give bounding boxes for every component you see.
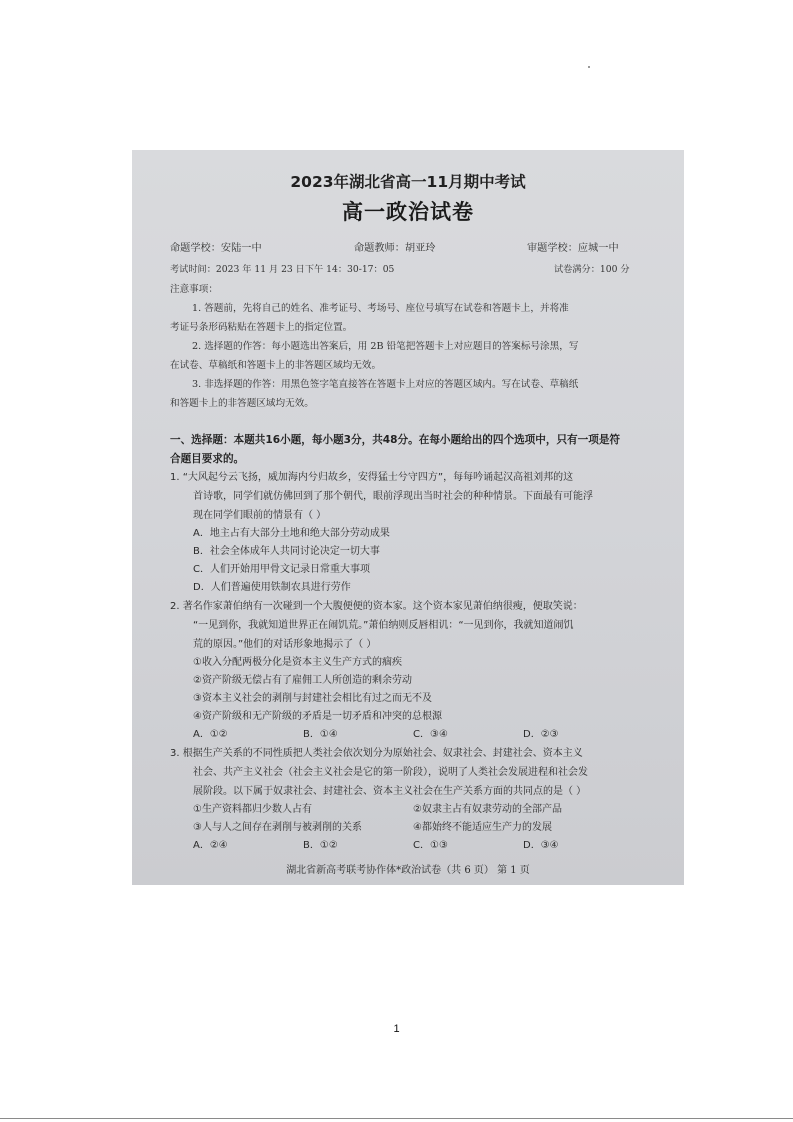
question-3-answer: A．②④: [193, 840, 228, 851]
note-line: 3. 非选择题的作答：用黑色签字笔直接答在答题卡上对应的答题区域内。写在试卷、草稿纸: [192, 379, 579, 390]
setter-school: 命题学校：安陆一中: [170, 243, 262, 254]
question-1-option: C．人们开始用甲骨文记录日常重大事项: [193, 564, 370, 575]
exam-subtitle: 高一政治试卷: [342, 200, 474, 224]
question-2-answer: A．①②: [193, 729, 228, 740]
question-3-answer: B．①②: [303, 840, 338, 851]
question-2-item: ③资本主义社会的剥削与封建社会相比有过之而无不及: [193, 693, 432, 704]
scan-speck: [588, 66, 590, 68]
question-2-item: ④资产阶级和无产阶级的矛盾是一切矛盾和冲突的总根源: [193, 711, 442, 722]
question-2-stem: 荒的原因。”他们的对话形象地揭示了（ ）: [193, 639, 377, 650]
page-number: 1: [393, 1023, 400, 1035]
note-line: 1. 答题前，先将自己的姓名、准考证号、考场号、座位号填写在试卷和答题卡上，并将准: [192, 303, 569, 314]
question-1-option: A．地主占有大部分土地和绝大部分劳动成果: [193, 528, 390, 539]
question-3-stem: 3. 根据生产关系的不同性质把人类社会依次划分为原始社会、奴隶社会、封建社会、资本主义: [170, 748, 583, 759]
page-footer: 湖北省新高考联考协作体*政治试卷（共 6 页） 第 1 页: [286, 865, 530, 876]
divider: [0, 1118, 793, 1119]
setter-teacher: 命题教师：胡亚玲: [354, 243, 436, 254]
question-3-answer: D．③④: [523, 840, 559, 851]
scanned-exam-page: [132, 150, 684, 885]
question-3-item: ④都始终不能适应生产力的发展: [413, 822, 552, 833]
question-1-option: D．人们普遍使用铁制农具进行劳作: [193, 582, 351, 593]
full-score: 试卷满分：100 分: [554, 264, 630, 275]
question-3-stem: 社会、共产主义社会（社会主义社会是它的第一阶段），说明了人类社会发展进程和社会发: [193, 767, 588, 778]
note-line: 考证号条形码粘贴在答题卡上的指定位置。: [170, 322, 353, 333]
question-2-item: ②资产阶级无偿占有了雇佣工人所创造的剩余劳动: [193, 675, 412, 686]
question-3-stem: 展阶段。以下属于奴隶社会、封建社会、资本主义社会在生产关系方面的共同点的是（ ）: [193, 786, 587, 797]
note-line: 2. 选择题的作答：每小题选出答案后，用 2B 铅笔把答题卡上对应题目的答案标号涂黑，写: [192, 341, 579, 352]
question-1-option: B．社会全体成年人共同讨论决定一切大事: [193, 546, 380, 557]
exam-time: 考试时间：2023 年 11 月 23 日下午 14：30-17：05: [170, 264, 395, 275]
section-heading: 合题目要求的。: [170, 453, 245, 465]
note-line: 在试卷、草稿纸和答题卡上的非答题区域均无效。: [170, 360, 382, 371]
exam-title: 2023年湖北省高一11月期中考试: [290, 173, 526, 191]
question-3-item: ③人与人之间存在剥削与被剥削的关系: [193, 822, 362, 833]
question-2-answer: C．③④: [413, 729, 448, 740]
question-1-stem: 现在同学们眼前的情景有（ ）: [193, 510, 327, 521]
review-school: 审题学校：应城一中: [527, 243, 619, 254]
question-3-answer: C．①③: [413, 840, 448, 851]
note-line: 和答题卡上的非答题区域均无效。: [170, 398, 314, 409]
question-2-stem: “一见到你，我就知道世界正在闹饥荒。”萧伯纳则反唇相讥：“一见到你，我就知道闹饥: [193, 620, 574, 631]
question-1-stem: 1. “大风起兮云飞扬，威加海内兮归故乡，安得猛士兮守四方”，每每吟诵起汉高祖刘邦的这: [170, 472, 574, 483]
question-2-answer: B．①④: [303, 729, 338, 740]
question-2-stem: 2. 著名作家萧伯纳有一次碰到一个大腹便便的资本家。这个资本家见萧伯纳很瘦，便取笑说：: [170, 601, 583, 612]
section-heading: 一、选择题：本题共16小题，每小题3分，共48分。在每小题给出的四个选项中，只有一项是符: [170, 434, 621, 446]
question-1-stem: 首诗歌，同学们就仿佛回到了那个朝代，眼前浮现出当时社会的种种情景。下面最有可能浮: [193, 491, 593, 502]
notes-title: 注意事项：: [170, 284, 218, 295]
question-2-answer: D．②③: [523, 729, 559, 740]
question-3-item: ②奴隶主占有奴隶劳动的全部产品: [413, 804, 562, 815]
question-2-item: ①收入分配两极分化是资本主义生产方式的痼疾: [193, 657, 402, 668]
question-3-item: ①生产资料都归少数人占有: [193, 804, 312, 815]
